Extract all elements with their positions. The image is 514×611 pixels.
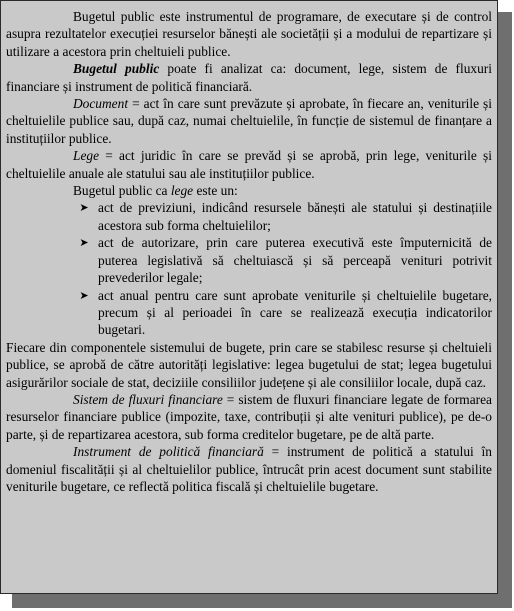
paragraph-intro: Bugetul public este instrumentul de programare, de executare și de control asupra rezultatelor execuției resurselor bănești ale societății și a modului de repartizare și utilizare a acestora prin cheltuieli publice. <box>6 9 492 59</box>
paragraph-fluxuri-text: = sistem de fluxuri financiare legate de formarea resurselor financiare publice (impozite, taxe, contribuții și alte venituri publice), pe de-o parte, și de repartizarea acestora, sub forma creditelor bugetare, pe de altă parte. <box>6 391 492 442</box>
paragraph-document-text: = act în care sunt prevăzute și aprobate, în fiecare an, veniturile și cheltuielile publice sau, după caz, numai cheltuielile, în funcție de sistemul de finanțare a instituțiilor publice. <box>6 96 492 146</box>
term-lege-inline: lege <box>170 183 194 199</box>
list-intro-lead: Bugetul public ca <box>73 183 171 199</box>
term-instrument: Instrument de politică financiară <box>73 444 264 460</box>
list-item <box>79 287 492 339</box>
paragraph-bugetul-public-text: poate fi analizat ca: document, lege, sistem de fluxuri financiare și instrument de politică financiară. <box>6 61 492 94</box>
paragraph-fluxuri <box>6 391 492 443</box>
list-item <box>79 199 492 234</box>
term-sistem-fluxuri: Sistem de fluxuri financiare <box>73 391 223 407</box>
paragraph-lege-text: = act juridic în care se prevăd și se aprobă, prin lege, veniturile și cheltuielile anuale ale statului sau ale instituțiilor publice. <box>6 148 492 181</box>
list-item-text: act de previziuni, indicând resursele bănești ale statului și destinațiile acestora sub forma cheltuielilor; <box>98 200 492 233</box>
term-lege: Lege <box>73 148 100 164</box>
arrowhead-bullet-icon: ➤ <box>79 201 89 215</box>
paragraph-document <box>6 95 492 147</box>
paragraph-list-intro <box>6 182 492 199</box>
box-shadow-bottom <box>12 594 512 608</box>
list-item-text: act anual pentru care sunt aprobate veniturile și cheltuielile bugetare, precum și al perioadei în care se realizează execuția indicatorilor bugetari. <box>98 287 492 338</box>
box-shadow-right <box>498 12 512 608</box>
term-bugetul-public: Bugetul public <box>73 61 160 77</box>
paragraph-instrument-text: = instrument de politică a statului în domeniul fiscalității și al cheltuielilor publice, întrucât prin acest document sunt stabilite veniturile bugetare, ce reflectă politica fiscală și cheltuielile bugetare. <box>6 444 492 494</box>
budget-text-content <box>6 8 492 495</box>
list-item <box>79 234 492 286</box>
list-intro-rest: este un: <box>193 183 238 199</box>
paragraph-bugetul-public <box>6 60 492 95</box>
arrowhead-bullet-icon: ➤ <box>79 236 89 250</box>
paragraph-components: Fiecare din componentele sistemului de bugete, prin care se stabilesc resurse și cheltuieli publice, se aprobă de către autorități legislative: legea bugetului de stat; legea bugetului asigurărilor sociale de stat, deciziile consiliilor județene și ale consiliilor locale, după caz. <box>6 339 492 390</box>
term-document: Document <box>73 96 129 112</box>
list-item-text: act de autorizare, prin care puterea executivă este împuternicită de puterea legislativă să cheltuiască și să perceapă venituri potrivit prevederilor legale; <box>98 235 492 286</box>
paragraph-lege <box>6 147 492 182</box>
arrowhead-bullet-icon: ➤ <box>79 288 89 302</box>
budget-law-list <box>6 199 492 338</box>
paragraph-instrument <box>6 443 492 495</box>
